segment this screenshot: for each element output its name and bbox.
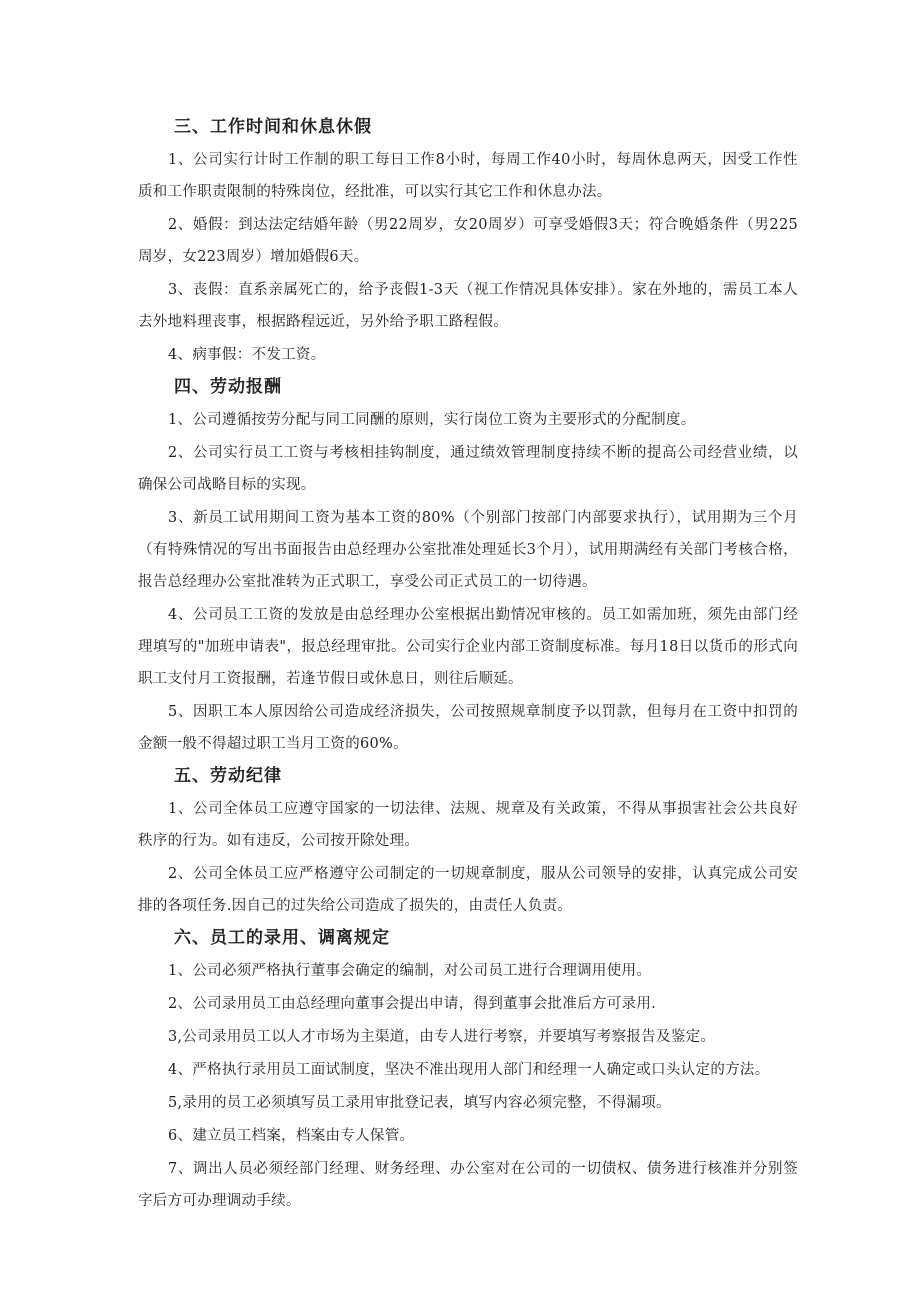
section-heading: 六、员工的录用、调离规定 bbox=[174, 928, 390, 948]
section-work-hours bbox=[138, 112, 798, 371]
paragraph: 1、公司实行计时工作制的职工每日工作8小时，每周工作40小时，每周休息两天，因受工作性质和工作职责限制的特殊岗位，经批准，可以实行其它工作和休息办法。 bbox=[138, 152, 798, 200]
section-heading: 五、劳动纪律 bbox=[174, 766, 282, 786]
section-heading: 三、工作时间和休息休假 bbox=[174, 117, 372, 137]
paragraph: 1、公司必须严格执行董事会确定的编制，对公司员工进行合理调用使用。 bbox=[168, 963, 652, 979]
paragraph: 6、建立员工档案，档案由专人保管。 bbox=[168, 1128, 415, 1144]
paragraph: 3,公司录用员工以人才市场为主渠道，由专人进行考察，并要填写考察报告及鉴定。 bbox=[168, 1029, 716, 1045]
paragraph: 2、公司全体员工应严格遵守公司制定的一切规章制度，服从公司领导的安排，认真完成公司安排的各项任务.因自己的过失给公司造成了损失的，由责任人负责。 bbox=[138, 866, 798, 914]
document-body bbox=[138, 112, 798, 1218]
paragraph: 2、婚假：到达法定结婚年龄（男22周岁，女20周岁）可享受婚假3天；符合晚婚条件（男225周岁，女223周岁）增加婚假6天。 bbox=[138, 217, 798, 265]
paragraph: 4、严格执行录用员工面试制度，坚决不准出现用人部门和经理一人确定或口头认定的方法。 bbox=[168, 1062, 770, 1078]
paragraph: 5、因职工本人原因给公司造成经济损失，公司按照规章制度予以罚款，但每月在工资中扣罚的金额一般不得超过职工当月工资的60%。 bbox=[138, 704, 798, 752]
paragraph: 1、公司遵循按劳分配与同工同酬的原则，实行岗位工资为主要形式的分配制度。 bbox=[168, 412, 696, 428]
paragraph: 3、丧假：直系亲属死亡的，给予丧假1-3天（视工作情况具体安排）。家在外地的，需员工本人去外地料理丧事，根据路程远近，另外给予职工路程假。 bbox=[138, 282, 798, 330]
paragraph: 4、公司员工工资的发放是由总经理办公室根据出勤情况审核的。员工如需加班，须先由部门经理填写的"加班申请表"，报总经理审批。公司实行企业内部工资制度标准。每月18日以货币的形式向职工支付月工资报酬，若逢节假日或休息日，则往后顺延。 bbox=[138, 607, 798, 687]
section-compensation bbox=[138, 372, 798, 760]
paragraph: 3、新员工试用期间工资为基本工资的80%（个别部门按部门内部要求执行），试用期为三个月（有特殊情况的写出书面报告由总经理办公室批准处理延长3个月），试用期满经有关部门考核合格，报告总经理办公室批准转为正式职工，享受公司正式员工的一切待遇。 bbox=[138, 510, 798, 590]
section-heading: 四、劳动报酬 bbox=[174, 377, 282, 397]
section-discipline bbox=[138, 761, 798, 922]
paragraph: 2、公司录用员工由总经理向董事会提出申请，得到董事会批准后方可录用. bbox=[168, 996, 657, 1012]
paragraph: 2、公司实行员工工资与考核相挂钩制度，通过绩效管理制度持续不断的提高公司经营业绩，以确保公司战略目标的实现。 bbox=[138, 445, 798, 493]
paragraph: 4、病事假：不发工资。 bbox=[168, 347, 326, 363]
paragraph: 5,录用的员工必须填写员工录用审批登记表，填写内容必须完整，不得漏项。 bbox=[168, 1095, 671, 1111]
paragraph: 7、调出人员必须经部门经理、财务经理、办公室对在公司的一切债权、债务进行核准并分别签字后方可办理调动手续。 bbox=[138, 1161, 798, 1209]
section-hiring bbox=[138, 923, 798, 1217]
paragraph: 1、公司全体员工应遵守国家的一切法律、法规、规章及有关政策，不得从事损害社会公共良好秩序的行为。如有违反，公司按开除处理。 bbox=[138, 801, 798, 849]
